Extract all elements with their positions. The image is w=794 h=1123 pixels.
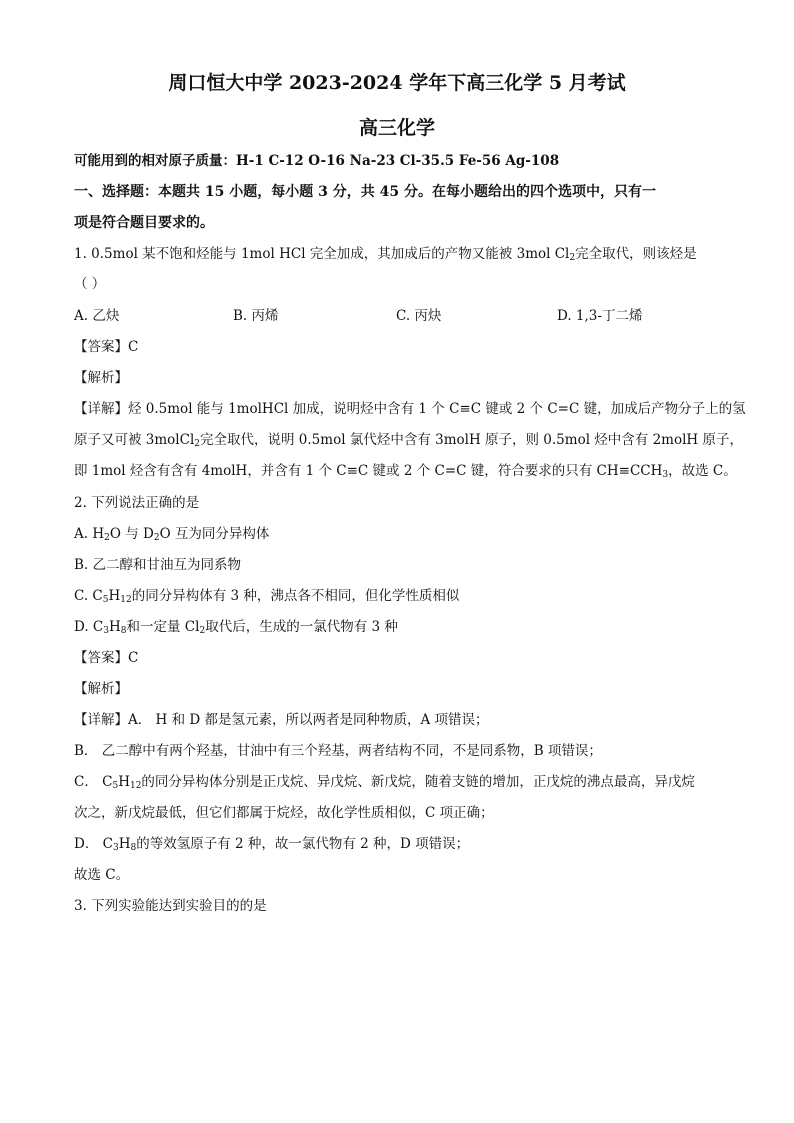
q2-option-d: D. $C_3H_8$和一定量 $Cl_2$取代后，生成的一氯代物有 3 种 — [74, 619, 398, 636]
document-title: 周口恒大中学 2023-2024 学年下高三化学 5 月考试 — [168, 72, 626, 94]
q1-detail-line1: 【详解】烃 0.5mol 能与 1molHCl 加成，说明烃中含有 1 个 C≡C 键或 2 个 C=C 键，加成后产物分子上的氢 — [74, 401, 746, 417]
q1-answer: 【答案】C — [74, 339, 139, 355]
q2-stem: 2. 下列说法正确的是 — [74, 495, 200, 511]
q2-analysis-label: 【解析】 — [74, 681, 128, 697]
q1-detail-line2: 原子又可被 3molCl$_2$完全取代，说明 0.5mol 氯代烃中含有 3molH 原子，则 0.5mol 烃中含有 2molH 原子， — [74, 432, 743, 449]
q1-option-b: B. 丙烯 — [233, 308, 279, 324]
q1-option-d: D. 1,3-丁二烯 — [557, 308, 643, 324]
q1-option-a: A. 乙炔 — [74, 308, 120, 324]
section-heading-line1: 一、选择题：本题共 15 小题，每小题 3 分，共 45 分。在每小题给出的四个选项中，只有一 — [74, 184, 656, 200]
q2-option-b: B. 乙二醇和甘油互为同系物 — [74, 557, 242, 573]
q2-detail-d: D． $C_3H_8$的等效氢原子有 2 种，故一氯代物有 2 种，D 项错误； — [74, 836, 470, 853]
atomic-masses-line: 可能用到的相对原子质量：H-1 C-12 O-16 Na-23 Cl-35.5 Fe-56 Ag-108 — [74, 153, 560, 169]
q2-answer: 【答案】C — [74, 650, 139, 666]
section-heading-line2: 项是符合题目要求的。 — [74, 215, 214, 231]
q3-stem: 3. 下列实验能达到实验目的的是 — [74, 898, 267, 914]
q1-answer-blank: （ ） — [74, 276, 106, 292]
q2-detail-c-line1: C． $C_5H_{12}$的同分异构体分别是正戊烷、异戊烷、新戊烷，随着支链的增加，正戊烷的沸点最高，异戊烷 — [74, 774, 695, 791]
q1-detail-line3: 即 1mol 烃含有含有 4molH，并含有 1 个 C≡C 键或 2 个 C=C 键，符合要求的只有 $CH\equiv CCH_3$，故选 C。 — [74, 463, 737, 480]
q2-option-a: A. $H_2O$ 与 $D_2O$ 互为同分异构体 — [74, 526, 270, 543]
q1-option-c: C. 丙炔 — [396, 308, 442, 324]
q2-detail-b: B． 乙二醇中有两个羟基，甘油中有三个羟基，两者结构不同，不是同系物，B 项错误； — [74, 743, 602, 759]
document-subtitle: 高三化学 — [358, 117, 435, 139]
q2-detail-c-line2: 次之，新戊烷最低，但它们都属于烷烃，故化学性质相似，C 项正确； — [74, 805, 494, 821]
q2-option-c: C. $C_5H_{12}$的同分异构体有 3 种，沸点各不相同，但化学性质相似 — [74, 588, 460, 605]
q2-conclusion: 故选 C。 — [74, 867, 130, 883]
q1-analysis-label: 【解析】 — [74, 370, 128, 386]
q2-detail-a: 【详解】A． H 和 D 都是氢元素，所以两者是同种物质，A 项错误； — [74, 712, 489, 728]
q1-stem: 1. 0.5mol 某不饱和烃能与 1mol HCl 完全加成，其加成后的产物又能被 3mol $Cl_2$完全取代，则该烃是 — [74, 246, 697, 263]
